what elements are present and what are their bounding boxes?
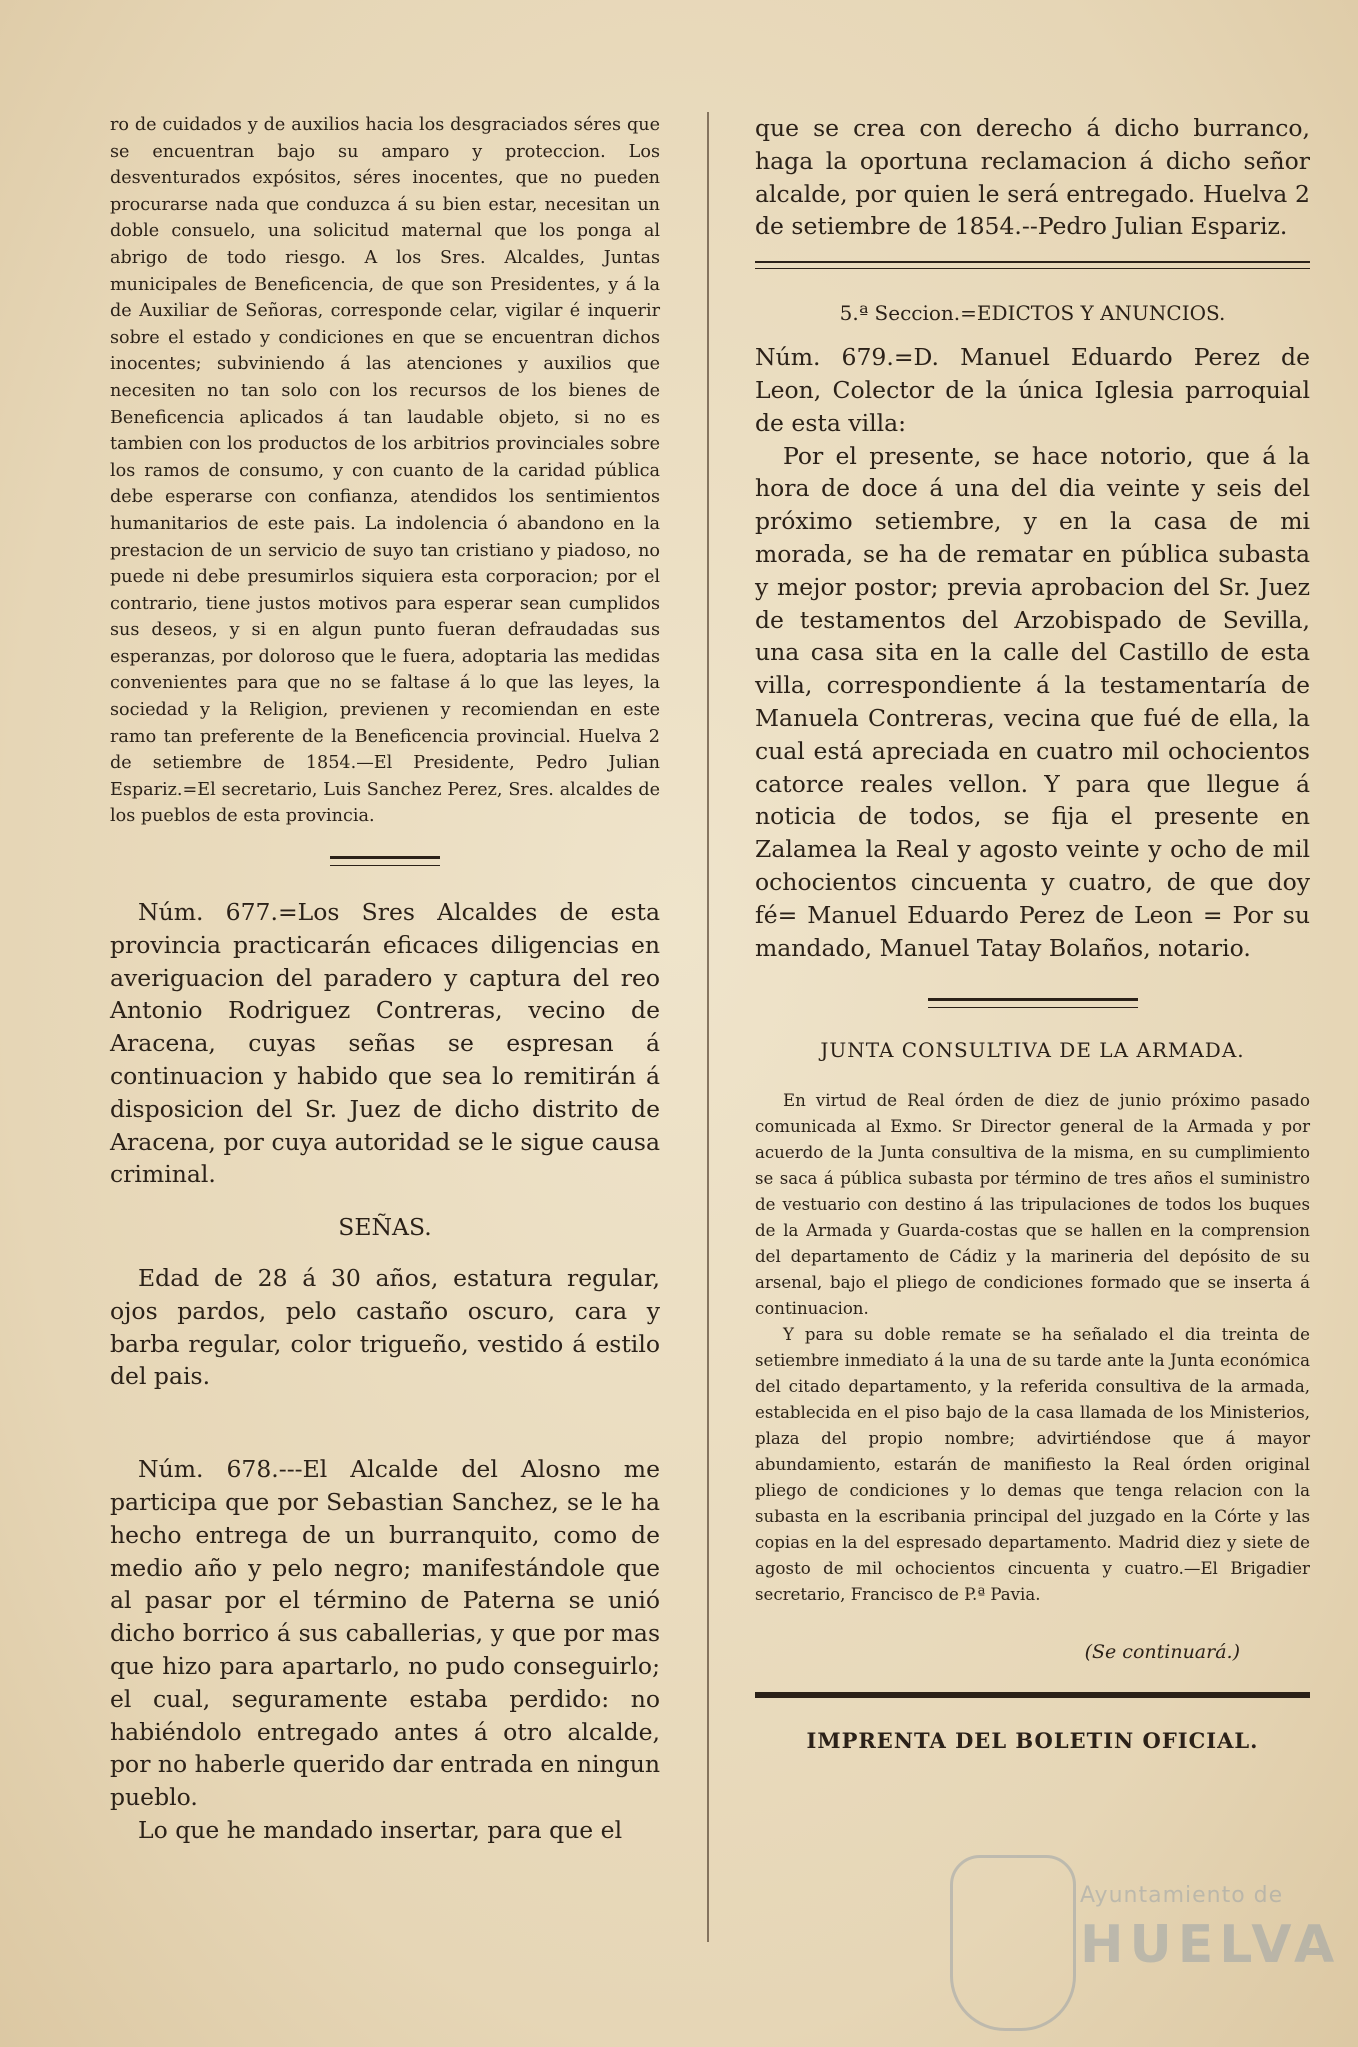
spacer	[110, 1393, 660, 1453]
circular-text: ro de cuidados y de auxilios hacia los desgraciados séres que se encuentran bajo su amparo y proteccion. Los desventurados expósitos, séres inocentes, que no pueden procurarse nada que conduzca á su bien estar, necesitan un doble consuelo, una solicitud maternal que los ponga al abrigo de todo riesgo. A los Sres. Alcaldes, Juntas municipales de Beneficencia, de que son Presidentes, y á la de Auxiliar de Señoras, corresponde celar, vigilar é inquerir sobre el estado y condiciones en que se encuentran dichos inocentes; subviniendo á las atenciones y auxilios que necesiten no tan solo con los recursos de los bienes de Beneficencia aplicados á tan laudable objeto, si no es tambien con los productos de los arbitrios provinciales sobre los ramos de consumo, y con cuanto de la caridad pública debe esperarse con confianza, atendidos los sentimientos humanitarios de este pais. La indolencia ó abandono en la prestacion de un servicio de suyo tan cristiano y piadoso, no puede ni debe presumirlos siquiera esta corporacion; por el contrario, tiene justos motivos para esperar sean cumplidos sus deseos, y si en algun punto fueran defraudadas sus esperanzas, por doloroso que le fuera, adoptaria las medidas convenientes para que no se faltase á lo que las leyes, la sociedad y la Religion, previenen y recomiendan en este ramo tan preferente de la Beneficencia provincial. Huelva 2 de setiembre de 1854.—El Presidente, Pedro Julian Espariz.=El secretario, Luis Sanchez Perez, Sres. alcaldes de los pueblos de esta provincia.	[110, 115, 660, 827]
imprenta-footer: IMPRENTA DEL BOLETIN OFICIAL.	[806, 1728, 1259, 1754]
ornament-divider	[330, 856, 440, 866]
ornament-divider	[928, 998, 1138, 1008]
notice-678-end: que se crea con derecho á dicho burranco, haga la oportuna reclamacion á dicho señor alcalde, por quien le será entregado. Huelva 2 de setiembre de 1854.--Pedro Julian Espariz.	[755, 114, 1310, 241]
footer-rule	[755, 1692, 1310, 1698]
huelva-crest-icon	[950, 1855, 1076, 2031]
watermark-line-1: Ayuntamiento de	[1080, 1883, 1284, 1908]
notice-679-head: Núm. 679.=D. Manuel Eduardo Perez de Leon, Colector de la única Iglesia parroquial de esta villa:	[755, 343, 1310, 437]
junta-paragraph-2: Y para su doble remate se ha señalado el dia treinta de setiembre inmediato á la una de su tarde ante la Junta económica del citado departamento, y la referida consultiva de la armada, establecida en el piso bajo de la casa llamada de los Ministerios, plaza del propio nombre; advirtiéndose que á mayor abundamiento, estarán de manifiesto la Real órden original pliego de condiciones y lo demas que tenga relacion con la subasta en la escribania principal del juzgado en la Córte y las copias en la del espresado departamento. Madrid diez y siete de agosto de mil ochocientos cincuenta y cuatro.—El Brigadier secretario, Francisco de P.ª Pavia.	[755, 1325, 1310, 1605]
notice-679-body: Por el presente, se hace notorio, que á la hora de doce á una del dia veinte y seis del próximo setiembre, y en la casa de mi morada, se ha de rematar en pública subasta y mejor postor; previa aprobacion del Sr. Juez de testamentos del Arzobispado de Sevilla, una casa sita en la calle del Castillo de esta villa, correspondiente á la testamentaría de Manuela Contreras, vecina que fué de ella, la cual está apreciada en cuatro mil ochocientos catorce reales vellon. Y para que llegue á noticia de todos, se fija el presente en Zalamea la Real y agosto veinte y ocho de mil ochocientos cincuenta y cuatro, de que doy fé= Manuel Eduardo Perez de Leon = Por su mandado, Manuel Tatay Bolaños, notario.	[755, 441, 1310, 962]
senas-heading: SEÑAS.	[338, 1213, 432, 1242]
junta-heading: JUNTA CONSULTIVA DE LA ARMADA.	[820, 1038, 1245, 1063]
notice-678-continued: Lo que he mandado insertar, para que el	[138, 1815, 623, 1844]
right-column	[755, 112, 1310, 1756]
senas-text: Edad de 28 á 30 años, estatura regular, ojos pardos, pelo castaño oscuro, cara y barba regular, color trigueño, vestido á estilo del pais.	[110, 1264, 660, 1391]
junta-paragraph-1: En virtud de Real órden de diez de junio próximo pasado comunicada al Exmo. Sr Director general de la Armada y por acuerdo de la Junta consultiva de la misma, en su cumplimiento se saca á pública subasta por término de tres años el suministro de vestuario con destino á las tripulaciones de todos los buques de la Armada y Guarda-costas que se hallen en la comprension del departamento de Cádiz y la marineria del depósito de su arsenal, bajo el pliego de condiciones formado que se inserta á continuacion.	[755, 1091, 1310, 1319]
continuara-note: (Se continuará.)	[1084, 1641, 1240, 1664]
notice-678: Núm. 678.---El Alcalde del Alosno me participa que por Sebastian Sanchez, se le ha hecho entrega de un burranquito, como de medio año y pelo negro; manifestándole que al pasar por el término de Paterna se unió dicho borrico á sus caballerias, y que por mas que hizo para apartarlo, no pudo conseguirlo; el cual, seguramente estaba perdido: no habiéndolo entregado antes á otro alcalde, por no haberle querido dar entrada en ningun pueblo.	[110, 1455, 660, 1812]
notice-677: Núm. 677.=Los Sres Alcaldes de esta provincia practicarán eficaces diligencias en averiguacion del paradero y captura del reo Antonio Rodriguez Contreras, vecino de Aracena, cuyas señas se espresan á continuacion y habido que sea lo remitirán á disposicion del Sr. Juez de dicho distrito de Aracena, por cuya autoridad se le sigue causa criminal.	[110, 898, 660, 1189]
section-rule	[755, 261, 1310, 269]
section-heading: 5.ª Seccion.=EDICTOS Y ANUNCIOS.	[839, 301, 1226, 326]
left-column	[110, 112, 660, 1847]
archive-watermark	[950, 1845, 1341, 2035]
watermark-line-2: HUELVA	[1080, 1915, 1341, 1975]
column-divider	[707, 112, 709, 1942]
